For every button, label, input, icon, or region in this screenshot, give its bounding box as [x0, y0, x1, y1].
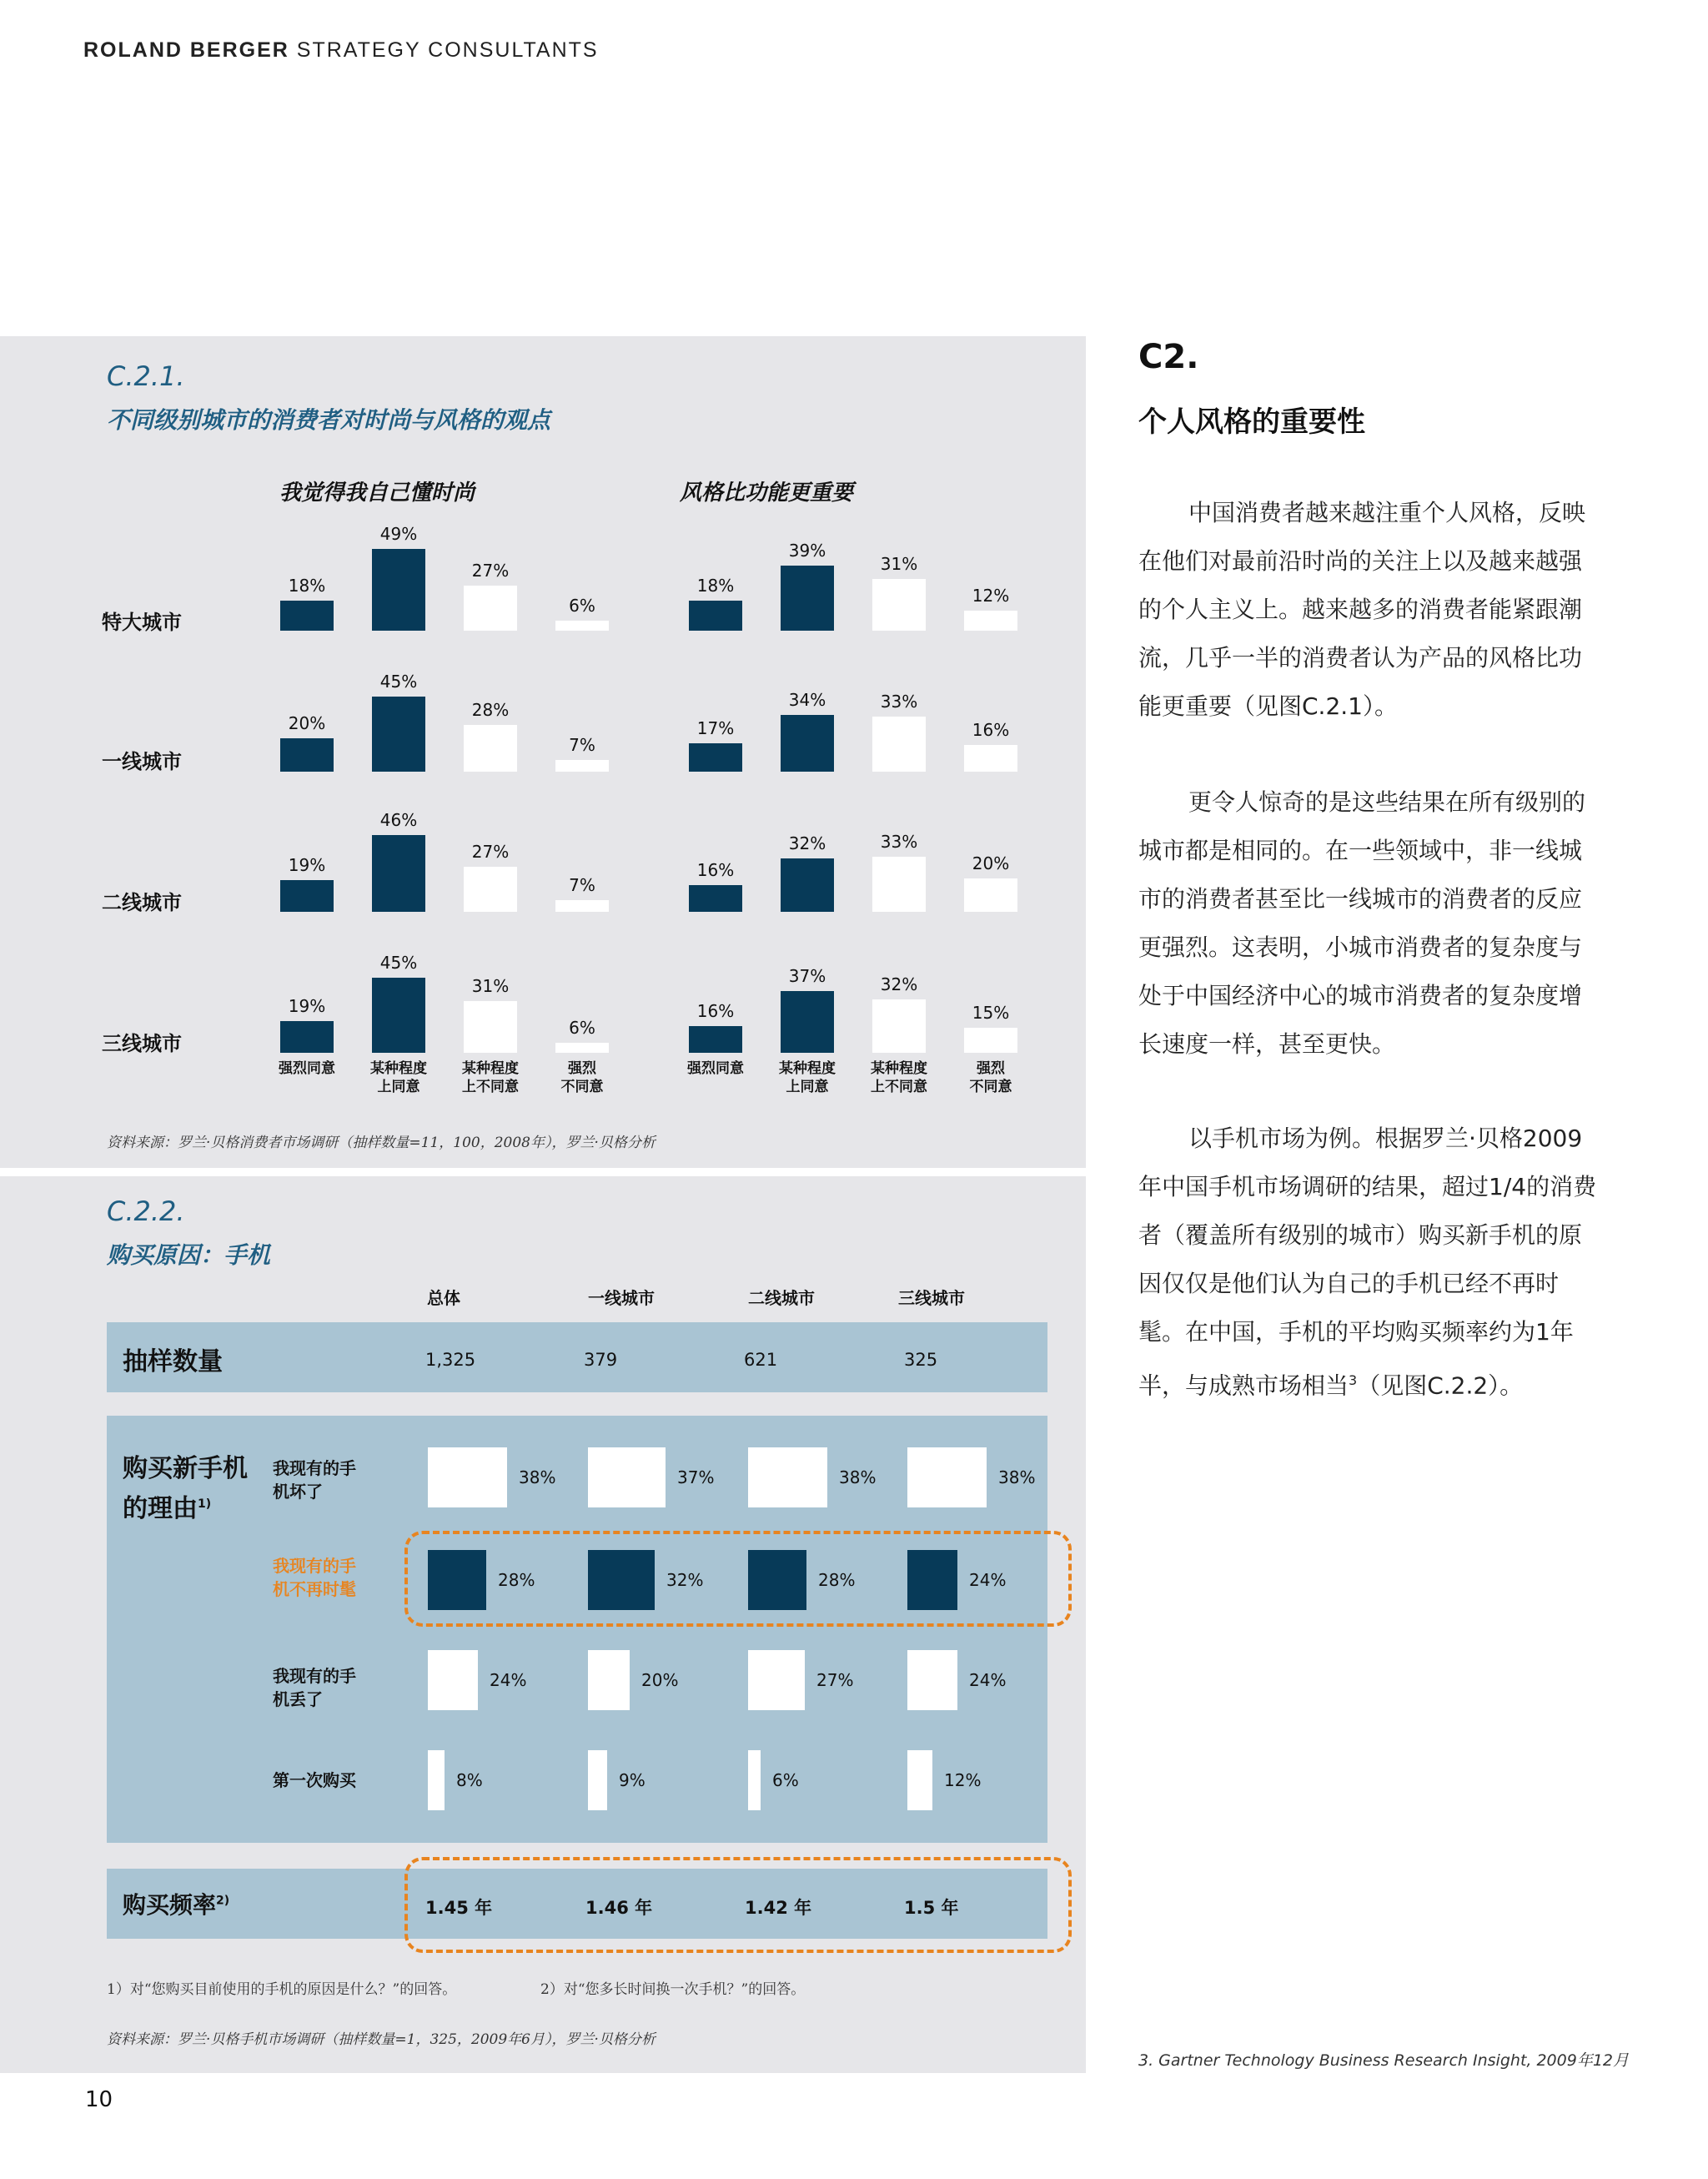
- reason-bar-r3-c4: [907, 1650, 957, 1710]
- purchase-frequency-sup: 2): [216, 1894, 230, 1908]
- footnote-3: 3. Gartner Technology Business Research Insight, 2009年12月: [1138, 2051, 1629, 2070]
- reason-bar-label-r3-c3: 27%: [816, 1670, 854, 1690]
- bar-label-g2-r4-c2: 37%: [788, 966, 826, 986]
- bar-label-g2-r1-c4: 12%: [972, 586, 1010, 606]
- bar-label-g2-r1-c3: 31%: [880, 554, 918, 574]
- bar-label-g1-r4-c4: 6%: [569, 1018, 595, 1038]
- chart-heading-style: 风格比功能更重要: [680, 481, 854, 506]
- bar-label-g2-r2-c4: 16%: [972, 720, 1010, 740]
- freq-value-total: 1.45 年: [425, 1898, 493, 1918]
- bar-label-g1-r2-c4: 7%: [569, 735, 595, 755]
- reason-bar-r1-c1: [428, 1447, 507, 1507]
- column-header-tier3: 三线城市: [898, 1288, 965, 1308]
- bar-label-g1-r2-c3: 28%: [471, 700, 510, 720]
- reason-label-lost-line2: 机丢了: [273, 1689, 323, 1709]
- reason-label-lost-line1: 我现有的手: [273, 1666, 356, 1686]
- reason-bar-label-r1-c4: 38%: [998, 1467, 1036, 1487]
- purchase-frequency-label-text: 购买频率: [123, 1891, 217, 1919]
- paragraph-2: 更令人惊奇的是这些结果在所有级别的城市都是相同的。在一些领域中，非一线城市的消费者甚至比一线城市的消费者的反应更强烈。这表明，小城市消费者的复杂度与处于中国经济中心的城市消费者的复杂度增长速度一样，甚至更快。: [1138, 788, 1586, 1058]
- chart-heading-fashion: 我觉得我自己懂时尚: [279, 481, 475, 506]
- reason-label-unfashionable-line2: 机不再时髦: [273, 1579, 356, 1599]
- paragraph-3-text: 以手机市场为例。根据罗兰·贝格2009年中国手机市场调研的结果，超过1/4的消费者（覆盖所有级别的城市）购买新手机的原因仅仅是他们认为自己的手机已经不再时髦。在中国，手机的平均购买频率约为1年半，与成熟市场相当: [1138, 1125, 1597, 1400]
- reason-bar-label-r2-c2: 32%: [666, 1570, 704, 1590]
- figure-c22-note2: 2）对“您多长时间换一次手机？”的回答。: [540, 1981, 806, 1998]
- reason-bar-r4-c3: [748, 1750, 761, 1810]
- category-label-line1: 某种程度: [370, 1060, 427, 1077]
- bar-label-g1-r4-c3: 31%: [471, 976, 510, 996]
- figure-c21-source: 资料来源：罗兰·贝格消费者市场调研（抽样数量=11，100，2008年），罗兰·贝格分析: [107, 1135, 656, 1151]
- reason-bar-label-r1-c2: 37%: [677, 1467, 715, 1487]
- column-header-total: 总体: [427, 1288, 460, 1308]
- category-label-line2: 不同意: [560, 1079, 604, 1095]
- column-header-tier1: 一线城市: [588, 1288, 655, 1308]
- reason-bar-label-r2-c1: 28%: [498, 1570, 535, 1590]
- reason-bar-r3-c2: [588, 1650, 630, 1710]
- reason-bar-r3-c1: [428, 1650, 478, 1710]
- bar-label-g1-r1-c4: 6%: [569, 596, 595, 616]
- row-label-tier2: 二线城市: [102, 891, 182, 914]
- reason-label-broken-line2: 机坏了: [273, 1482, 323, 1502]
- reason-bar-label-r3-c4: 24%: [969, 1670, 1007, 1690]
- brand-name: ROLAND BERGER: [83, 38, 289, 62]
- bar-label-g2-r2-c2: 34%: [788, 690, 826, 710]
- reason-bar-r4-c1: [428, 1750, 445, 1810]
- paragraph-3: [1138, 1115, 1601, 1410]
- reason-bar-label-r2-c4: 24%: [969, 1570, 1007, 1590]
- reason-bar-label-r4-c3: 6%: [772, 1770, 799, 1790]
- reason-bar-r3-c3: [748, 1650, 805, 1710]
- purchase-reasons-label-line1: 购买新手机: [123, 1454, 248, 1483]
- purchase-reasons-sup: 1): [198, 1497, 212, 1511]
- bar-label-g2-r3-c2: 32%: [788, 833, 826, 853]
- freq-value-tier2: 1.42 年: [745, 1898, 812, 1918]
- figure-c22-title: 购买原因：手机: [107, 1241, 271, 1269]
- purchase-reasons-label-line2: 的理由: [123, 1494, 198, 1523]
- reason-bar-label-r4-c4: 12%: [944, 1770, 982, 1790]
- category-label-line2: 上同意: [786, 1079, 829, 1095]
- category-label-line1: 某种程度: [462, 1060, 519, 1077]
- reason-bar-r1-c2: [588, 1447, 666, 1507]
- bar-label-g1-r3-c1: 19%: [288, 855, 326, 875]
- bar-label-g1-r1-c1: 18%: [288, 576, 326, 596]
- sample-size-label: 抽样数量: [123, 1347, 223, 1376]
- figure-c22-note1: 1）对“您购买目前使用的手机的原因是什么？”的回答。: [107, 1981, 457, 1998]
- bar-label-g1-r2-c2: 45%: [379, 672, 418, 692]
- category-label-line1: 强烈: [568, 1060, 596, 1077]
- bar-label-g2-r3-c1: 16%: [696, 860, 735, 880]
- reason-bar-label-r1-c3: 38%: [839, 1467, 877, 1487]
- bar-label-g2-r4-c1: 16%: [696, 1001, 735, 1021]
- category-label-line2: 上不同意: [462, 1079, 519, 1095]
- freq-value-tier3: 1.5 年: [904, 1898, 959, 1918]
- reason-bar-label-r3-c2: 20%: [641, 1670, 679, 1690]
- reason-label-first-purchase-line1: 第一次购买: [273, 1770, 356, 1790]
- row-label-tier1: 一线城市: [102, 750, 182, 773]
- bar-label-g2-r4-c3: 32%: [880, 974, 918, 994]
- row-label-megacity: 特大城市: [102, 611, 182, 634]
- reason-bar-label-r3-c1: 24%: [490, 1670, 527, 1690]
- bar-label-g1-r3-c2: 46%: [379, 810, 418, 830]
- reason-bar-label-r4-c2: 9%: [619, 1770, 646, 1790]
- sample-value-tier3: 325: [904, 1350, 938, 1370]
- bar-label-g2-r1-c2: 39%: [788, 541, 826, 561]
- column-header-tier2: 二线城市: [748, 1288, 815, 1308]
- figure-c22-source: 资料来源：罗兰·贝格手机市场调研（抽样数量=1，325，2009年6月），罗兰·贝格分析: [107, 2031, 656, 2048]
- freq-value-tier1: 1.46 年: [585, 1898, 653, 1918]
- reason-bar-r4-c2: [588, 1750, 607, 1810]
- bar-label-g1-r4-c2: 45%: [379, 953, 418, 973]
- bar-label-g1-r4-c1: 19%: [288, 996, 326, 1016]
- reason-label-unfashionable-line1: 我现有的手: [273, 1556, 356, 1576]
- bar-label-g1-r3-c3: 27%: [471, 842, 510, 862]
- sample-value-tier1: 379: [584, 1350, 618, 1370]
- bar-label-g1-r3-c4: 7%: [569, 875, 595, 895]
- category-label-line1: 某种程度: [871, 1060, 927, 1077]
- section-number: C2.: [1138, 338, 1199, 376]
- bar-label-g2-r3-c4: 20%: [972, 853, 1010, 873]
- category-label-line1: 强烈同意: [687, 1060, 744, 1077]
- reason-bar-label-r4-c1: 8%: [456, 1770, 483, 1790]
- reason-bar-label-r2-c3: 28%: [818, 1570, 856, 1590]
- paragraph-3-tail: （见图C.2.2）。: [1357, 1371, 1524, 1400]
- row-label-tier3: 三线城市: [102, 1032, 182, 1055]
- bar-label-g2-r2-c3: 33%: [880, 692, 918, 712]
- figure-c21-number: C.2.1.: [107, 360, 185, 392]
- category-label-line1: 强烈同意: [279, 1060, 335, 1077]
- paragraph-1: 中国消费者越来越注重个人风格，反映在他们对最前沿时尚的关注上以及越来越强的个人主义上。越来越多的消费者能紧跟潮流，几乎一半的消费者认为产品的风格比功能更重要（见图C.2.1）。: [1138, 499, 1586, 720]
- reason-bar-r1-c4: [907, 1447, 987, 1507]
- brand-tagline: STRATEGY CONSULTANTS: [296, 38, 599, 62]
- category-label-line2: 上不同意: [871, 1079, 927, 1095]
- purchase-frequency-label: [123, 1887, 229, 1920]
- figure-c21-title: 不同级别城市的消费者对时尚与风格的观点: [107, 406, 551, 434]
- sample-value-tier2: 621: [744, 1350, 778, 1370]
- footnote-ref-3: 3: [1349, 1372, 1358, 1388]
- reason-label-broken-line1: 我现有的手: [273, 1458, 356, 1478]
- reason-bar-r1-c3: [748, 1447, 827, 1507]
- category-label-line2: 不同意: [969, 1079, 1012, 1095]
- reason-bar-label-r1-c1: 38%: [519, 1467, 556, 1487]
- bar-label-g1-r1-c3: 27%: [471, 561, 510, 581]
- section-title: 个人风格的重要性: [1138, 405, 1365, 439]
- bar-label-g2-r1-c1: 18%: [696, 576, 735, 596]
- highlight-unfashionable: [404, 1531, 1072, 1627]
- sample-value-total: 1,325: [425, 1350, 476, 1370]
- figure-c22-number: C.2.2.: [107, 1195, 185, 1227]
- highlight-frequency: [404, 1857, 1072, 1953]
- reason-bar-r4-c4: [907, 1750, 932, 1810]
- bar-label-g2-r3-c3: 33%: [880, 832, 918, 852]
- bar-label-g1-r2-c1: 20%: [288, 713, 326, 733]
- page-number: 10: [85, 2087, 113, 2112]
- category-label-line1: 某种程度: [779, 1060, 836, 1077]
- bar-label-g1-r1-c2: 49%: [379, 524, 418, 544]
- bar-label-g2-r4-c4: 15%: [972, 1003, 1010, 1023]
- category-label-line2: 上同意: [377, 1079, 420, 1095]
- category-label-line1: 强烈: [977, 1060, 1005, 1077]
- bar-label-g2-r2-c1: 17%: [696, 718, 735, 738]
